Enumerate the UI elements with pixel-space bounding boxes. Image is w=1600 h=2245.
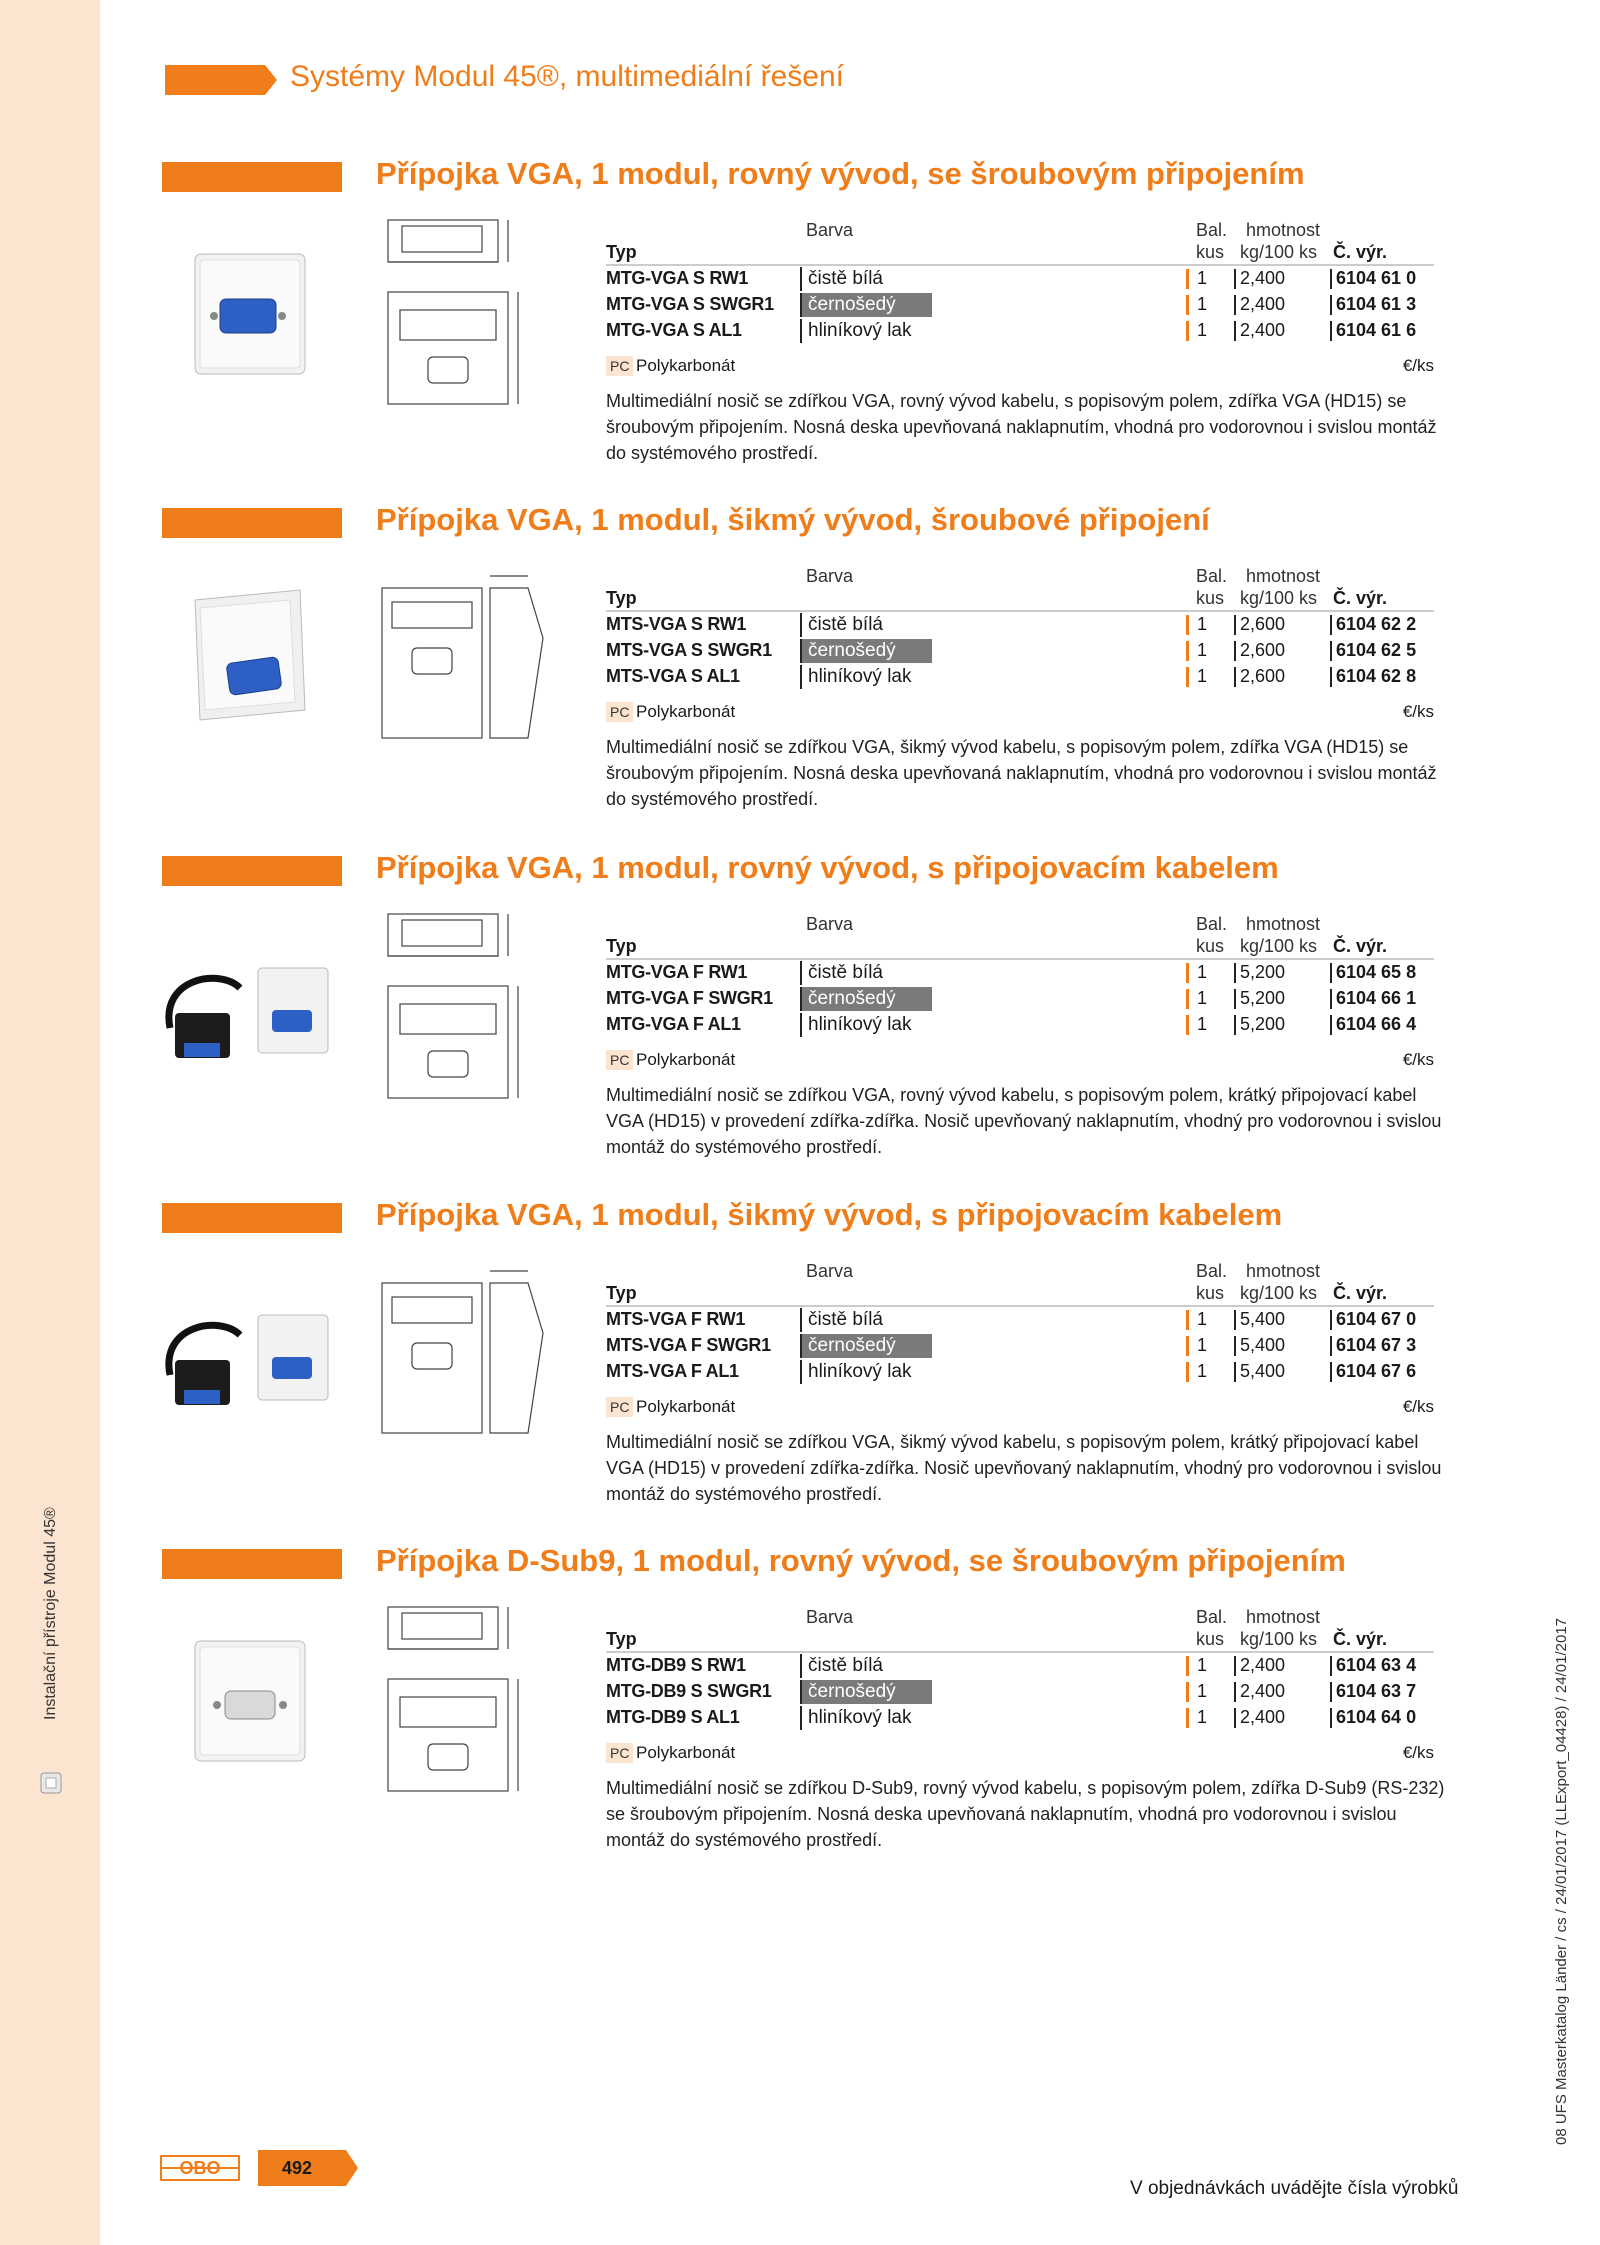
section-bar xyxy=(162,1549,342,1579)
product-type: MTG-VGA S SWGR1 xyxy=(606,294,774,314)
product-code: 6104 63 4 xyxy=(1336,1655,1417,1675)
technical-drawing xyxy=(378,906,550,1106)
product-type: MTG-VGA F AL1 xyxy=(606,1014,741,1034)
product-type: MTG-VGA F RW1 xyxy=(606,962,748,982)
product-photo xyxy=(140,1611,340,1781)
module-icon xyxy=(38,1770,64,1796)
code-divider xyxy=(1330,641,1332,661)
product-code: 6104 67 6 xyxy=(1336,1361,1417,1381)
product-pack: 1 xyxy=(1197,1655,1208,1675)
weight-divider xyxy=(1234,321,1236,341)
col-cvyr: Č. výr. xyxy=(1333,242,1388,262)
col-hmotnost: hmotnost xyxy=(1246,566,1321,586)
col-cvyr: Č. výr. xyxy=(1333,588,1388,608)
product-code: 6104 66 4 xyxy=(1336,1014,1417,1034)
product-weight: 2,400 xyxy=(1240,268,1286,288)
product-pack: 1 xyxy=(1197,1707,1208,1727)
pack-marker xyxy=(1186,989,1189,1009)
code-divider xyxy=(1330,1656,1332,1676)
product-row xyxy=(606,986,1434,1012)
material-badge: PC xyxy=(606,1397,633,1417)
product-row xyxy=(606,610,1434,638)
product-pack: 1 xyxy=(1197,1014,1208,1034)
col-barva: Barva xyxy=(806,914,854,934)
code-divider xyxy=(1330,269,1332,289)
product-type: MTG-DB9 S RW1 xyxy=(606,1655,746,1675)
code-divider xyxy=(1330,1362,1332,1382)
pack-marker xyxy=(1186,295,1189,315)
product-color: čistě bílá xyxy=(800,267,883,291)
material-label: Polykarbonát xyxy=(636,1050,736,1069)
col-kus: kus xyxy=(1196,1629,1225,1649)
product-code: 6104 62 2 xyxy=(1336,614,1417,634)
product-code: 6104 63 7 xyxy=(1336,1681,1417,1701)
product-color: čistě bílá xyxy=(800,1308,883,1332)
obo-logo xyxy=(160,2155,240,2181)
product-weight: 5,200 xyxy=(1240,1014,1286,1034)
technical-drawing xyxy=(378,1253,550,1453)
col-bal: Bal. xyxy=(1196,1607,1228,1627)
pack-marker xyxy=(1186,1708,1189,1728)
col-typ: Typ xyxy=(606,588,637,608)
section-title: Přípojka VGA, 1 modul, rovný vývod, s připojovacím kabelem xyxy=(376,850,1279,885)
weight-divider xyxy=(1234,1708,1236,1728)
product-code: 6104 65 8 xyxy=(1336,962,1417,982)
col-kg: kg/100 ks xyxy=(1240,242,1318,262)
col-kg: kg/100 ks xyxy=(1240,1283,1318,1303)
product-code: 6104 61 3 xyxy=(1336,294,1417,314)
material-label: Polykarbonát xyxy=(636,702,736,721)
product-photo xyxy=(140,570,340,740)
col-bal: Bal. xyxy=(1196,914,1228,934)
product-color: hliníkový lak xyxy=(800,1706,912,1730)
col-bal: Bal. xyxy=(1196,566,1228,586)
col-barva: Barva xyxy=(806,1607,854,1627)
section-title: Přípojka VGA, 1 modul, šikmý vývod, šroubové připojení xyxy=(376,502,1210,537)
material-badge: PC xyxy=(606,1743,633,1763)
product-pack: 1 xyxy=(1197,988,1208,1008)
product-type: MTS-VGA F SWGR1 xyxy=(606,1335,771,1355)
pack-marker xyxy=(1186,667,1189,687)
product-row xyxy=(606,1333,1434,1359)
price-unit: €/ks xyxy=(1402,1050,1434,1069)
col-hmotnost: hmotnost xyxy=(1246,914,1321,934)
pack-marker xyxy=(1186,1015,1189,1035)
product-color: hliníkový lak xyxy=(800,1360,912,1384)
weight-divider xyxy=(1234,641,1236,661)
pack-marker xyxy=(1186,615,1189,635)
product-weight: 2,400 xyxy=(1240,1655,1286,1675)
product-description: Multimediální nosič se zdířkou VGA, šikmý vývod kabelu, s popisovým polem, krátký připojovací kabel VGA (HD15) v provedení zdířka-zdířka. Nosič upevňovaný naklapnutím, vhodný pro vodorovnou i svislou montáž do systémového prostředí. xyxy=(606,1432,1442,1504)
product-code: 6104 64 0 xyxy=(1336,1707,1417,1727)
product-type: MTG-VGA S RW1 xyxy=(606,268,749,288)
technical-drawing xyxy=(378,1599,550,1799)
product-code: 6104 61 0 xyxy=(1336,268,1417,288)
product-type: MTS-VGA F AL1 xyxy=(606,1361,739,1381)
col-kus: kus xyxy=(1196,242,1225,262)
product-weight: 5,400 xyxy=(1240,1335,1286,1355)
product-weight: 2,400 xyxy=(1240,1707,1286,1727)
product-table xyxy=(606,1261,1442,1507)
product-row xyxy=(606,1651,1434,1679)
sidebar-section-label: Instalační přístroje Modul 45® xyxy=(42,1507,59,1720)
col-kg: kg/100 ks xyxy=(1240,588,1318,608)
pack-marker xyxy=(1186,1656,1189,1676)
weight-divider xyxy=(1234,1656,1236,1676)
product-weight: 5,200 xyxy=(1240,962,1286,982)
product-pack: 1 xyxy=(1197,1361,1208,1381)
col-cvyr: Č. výr. xyxy=(1333,1629,1388,1649)
product-description: Multimediální nosič se zdířkou D-Sub9, rovný vývod kabelu, s popisovým polem, zdířka D-Sub9 (RS-232) se šroubovým připojením. Nosná deska upevňovaná naklapnutím, vhodná pro vodorovnou i svislou montáž do systémového prostředí. xyxy=(606,1778,1445,1850)
section-title: Přípojka VGA, 1 modul, šikmý vývod, s připojovacím kabelem xyxy=(376,1197,1283,1232)
pack-marker xyxy=(1186,641,1189,661)
product-row xyxy=(606,1012,1434,1038)
weight-divider xyxy=(1234,963,1236,983)
code-divider xyxy=(1330,667,1332,687)
weight-divider xyxy=(1234,989,1236,1009)
product-code: 6104 62 5 xyxy=(1336,640,1417,660)
product-code: 6104 61 6 xyxy=(1336,320,1417,340)
product-code: 6104 62 8 xyxy=(1336,666,1417,686)
product-color: černošedý xyxy=(800,639,932,663)
page-number: 492 xyxy=(282,2158,313,2178)
product-color: čistě bílá xyxy=(800,961,883,985)
product-photo xyxy=(140,1265,340,1435)
material-label: Polykarbonát xyxy=(636,356,736,375)
product-pack: 1 xyxy=(1197,666,1208,686)
product-photo xyxy=(140,918,340,1088)
product-color: černošedý xyxy=(800,293,932,317)
code-divider xyxy=(1330,321,1332,341)
product-pack: 1 xyxy=(1197,1681,1208,1701)
product-color: hliníkový lak xyxy=(800,319,912,343)
product-type: MTG-VGA S AL1 xyxy=(606,320,742,340)
col-typ: Typ xyxy=(606,1629,637,1649)
product-pack: 1 xyxy=(1197,294,1208,314)
product-row xyxy=(606,264,1434,292)
material-badge: PC xyxy=(606,356,633,376)
col-barva: Barva xyxy=(806,1261,854,1281)
product-color: čistě bílá xyxy=(800,613,883,637)
header-arrow-icon xyxy=(165,65,277,95)
pack-marker xyxy=(1186,1310,1189,1330)
col-barva: Barva xyxy=(806,566,854,586)
product-code: 6104 67 3 xyxy=(1336,1335,1417,1355)
product-row xyxy=(606,638,1434,664)
product-photo xyxy=(140,224,340,394)
footer-note: V objednávkách uvádějte čísla výrobků xyxy=(1130,2178,1459,2199)
product-table xyxy=(606,1607,1445,1853)
page-title: Systémy Modul 45®, multimediální řešení xyxy=(290,60,844,93)
product-weight: 2,400 xyxy=(1240,294,1286,314)
product-code: 6104 67 0 xyxy=(1336,1309,1417,1329)
product-row xyxy=(606,958,1434,986)
product-type: MTS-VGA S SWGR1 xyxy=(606,640,772,660)
product-type: MTG-DB9 S SWGR1 xyxy=(606,1681,772,1701)
pack-marker xyxy=(1186,1362,1189,1382)
product-color: čistě bílá xyxy=(800,1654,883,1678)
section-bar xyxy=(162,856,342,886)
product-weight: 2,400 xyxy=(1240,1681,1286,1701)
pack-marker xyxy=(1186,1336,1189,1356)
material-badge: PC xyxy=(606,1050,633,1070)
product-pack: 1 xyxy=(1197,1309,1208,1329)
material-label: Polykarbonát xyxy=(636,1743,736,1762)
catalog-export-info: 08 UFS Masterkatalog Länder / cs / 24/01/2017 (LLExport_04428) / 24/01/2017 xyxy=(1553,1617,1570,2145)
product-type: MTG-VGA F SWGR1 xyxy=(606,988,773,1008)
col-kus: kus xyxy=(1196,936,1225,956)
weight-divider xyxy=(1234,1336,1236,1356)
col-bal: Bal. xyxy=(1196,220,1228,240)
product-pack: 1 xyxy=(1197,1335,1208,1355)
col-kg: kg/100 ks xyxy=(1240,1629,1318,1649)
code-divider xyxy=(1330,1708,1332,1728)
col-bal: Bal. xyxy=(1196,1261,1228,1281)
code-divider xyxy=(1330,1015,1332,1035)
price-unit: €/ks xyxy=(1402,356,1434,375)
col-kus: kus xyxy=(1196,588,1225,608)
pack-marker xyxy=(1186,1682,1189,1702)
product-row xyxy=(606,664,1434,690)
product-pack: 1 xyxy=(1197,640,1208,660)
code-divider xyxy=(1330,1336,1332,1356)
product-weight: 2,600 xyxy=(1240,640,1286,660)
weight-divider xyxy=(1234,295,1236,315)
product-description: Multimediální nosič se zdířkou VGA, rovný vývod kabelu, s popisovým polem, krátký připojovací kabel VGA (HD15) v provedení zdířka-zdířka. Nosič upevňovaný naklapnutím, vhodný pro vodorovnou i svislou montáž do systémového prostředí. xyxy=(606,1085,1442,1157)
product-color: hliníkový lak xyxy=(800,1013,912,1037)
col-barva: Barva xyxy=(806,220,854,240)
weight-divider xyxy=(1234,269,1236,289)
code-divider xyxy=(1330,615,1332,635)
svg-text:OBO: OBO xyxy=(179,2158,221,2178)
code-divider xyxy=(1330,295,1332,315)
product-description: Multimediální nosič se zdířkou VGA, rovný vývod kabelu, s popisovým polem, zdířka VGA (HD15) se šroubovým připojením. Nosná deska upevňovaná naklapnutím, vhodná pro vodorovnou i svislou montáž do systémového prostředí. xyxy=(606,391,1437,463)
product-description: Multimediální nosič se zdířkou VGA, šikmý vývod kabelu, s popisovým polem, zdířka VGA (HD15) se šroubovým připojením. Nosná deska upevňovaná naklapnutím, vhodná pro vodorovnou i svislou montáž do systémového prostředí. xyxy=(606,737,1437,809)
product-pack: 1 xyxy=(1197,268,1208,288)
product-row xyxy=(606,1305,1434,1333)
product-type: MTS-VGA F RW1 xyxy=(606,1309,746,1329)
col-hmotnost: hmotnost xyxy=(1246,220,1321,240)
material-badge: PC xyxy=(606,702,633,722)
col-typ: Typ xyxy=(606,936,637,956)
product-pack: 1 xyxy=(1197,614,1208,634)
section-title: Přípojka VGA, 1 modul, rovný vývod, se šroubovým připojením xyxy=(376,156,1305,191)
col-cvyr: Č. výr. xyxy=(1333,1283,1388,1303)
weight-divider xyxy=(1234,615,1236,635)
product-weight: 5,400 xyxy=(1240,1309,1286,1329)
product-color: černošedý xyxy=(800,1334,932,1358)
product-type: MTS-VGA S AL1 xyxy=(606,666,740,686)
col-kus: kus xyxy=(1196,1283,1225,1303)
product-row xyxy=(606,318,1434,344)
weight-divider xyxy=(1234,667,1236,687)
product-pack: 1 xyxy=(1197,962,1208,982)
product-code: 6104 66 1 xyxy=(1336,988,1417,1008)
product-color: černošedý xyxy=(800,1680,932,1704)
price-unit: €/ks xyxy=(1402,1397,1434,1416)
product-weight: 5,400 xyxy=(1240,1361,1286,1381)
product-weight: 2,400 xyxy=(1240,320,1286,340)
price-unit: €/ks xyxy=(1402,702,1434,721)
col-hmotnost: hmotnost xyxy=(1246,1261,1321,1281)
code-divider xyxy=(1330,989,1332,1009)
code-divider xyxy=(1330,1682,1332,1702)
weight-divider xyxy=(1234,1310,1236,1330)
product-row xyxy=(606,1359,1434,1385)
section-bar xyxy=(162,508,342,538)
product-weight: 2,600 xyxy=(1240,614,1286,634)
pack-marker xyxy=(1186,269,1189,289)
product-table xyxy=(606,914,1442,1160)
pack-marker xyxy=(1186,321,1189,341)
technical-drawing xyxy=(378,558,550,758)
weight-divider xyxy=(1234,1015,1236,1035)
technical-drawing xyxy=(378,212,550,412)
section-title: Přípojka D-Sub9, 1 modul, rovný vývod, se šroubovým připojením xyxy=(376,1543,1346,1578)
section-bar xyxy=(162,1203,342,1233)
weight-divider xyxy=(1234,1682,1236,1702)
product-table xyxy=(606,566,1437,812)
col-hmotnost: hmotnost xyxy=(1246,1607,1321,1627)
col-cvyr: Č. výr. xyxy=(1333,936,1388,956)
product-type: MTG-DB9 S AL1 xyxy=(606,1707,740,1727)
product-type: MTS-VGA S RW1 xyxy=(606,614,747,634)
material-label: Polykarbonát xyxy=(636,1397,736,1416)
weight-divider xyxy=(1234,1362,1236,1382)
product-color: černošedý xyxy=(800,987,932,1011)
product-weight: 5,200 xyxy=(1240,988,1286,1008)
code-divider xyxy=(1330,963,1332,983)
product-pack: 1 xyxy=(1197,320,1208,340)
col-typ: Typ xyxy=(606,1283,637,1303)
price-unit: €/ks xyxy=(1402,1743,1434,1762)
pack-marker xyxy=(1186,963,1189,983)
section-bar xyxy=(162,162,342,192)
side-strip xyxy=(0,0,100,2245)
col-typ: Typ xyxy=(606,242,637,262)
product-row xyxy=(606,1705,1434,1731)
product-color: hliníkový lak xyxy=(800,665,912,689)
product-row xyxy=(606,292,1434,318)
product-weight: 2,600 xyxy=(1240,666,1286,686)
col-kg: kg/100 ks xyxy=(1240,936,1318,956)
code-divider xyxy=(1330,1310,1332,1330)
product-row xyxy=(606,1679,1434,1705)
product-table xyxy=(606,220,1437,466)
